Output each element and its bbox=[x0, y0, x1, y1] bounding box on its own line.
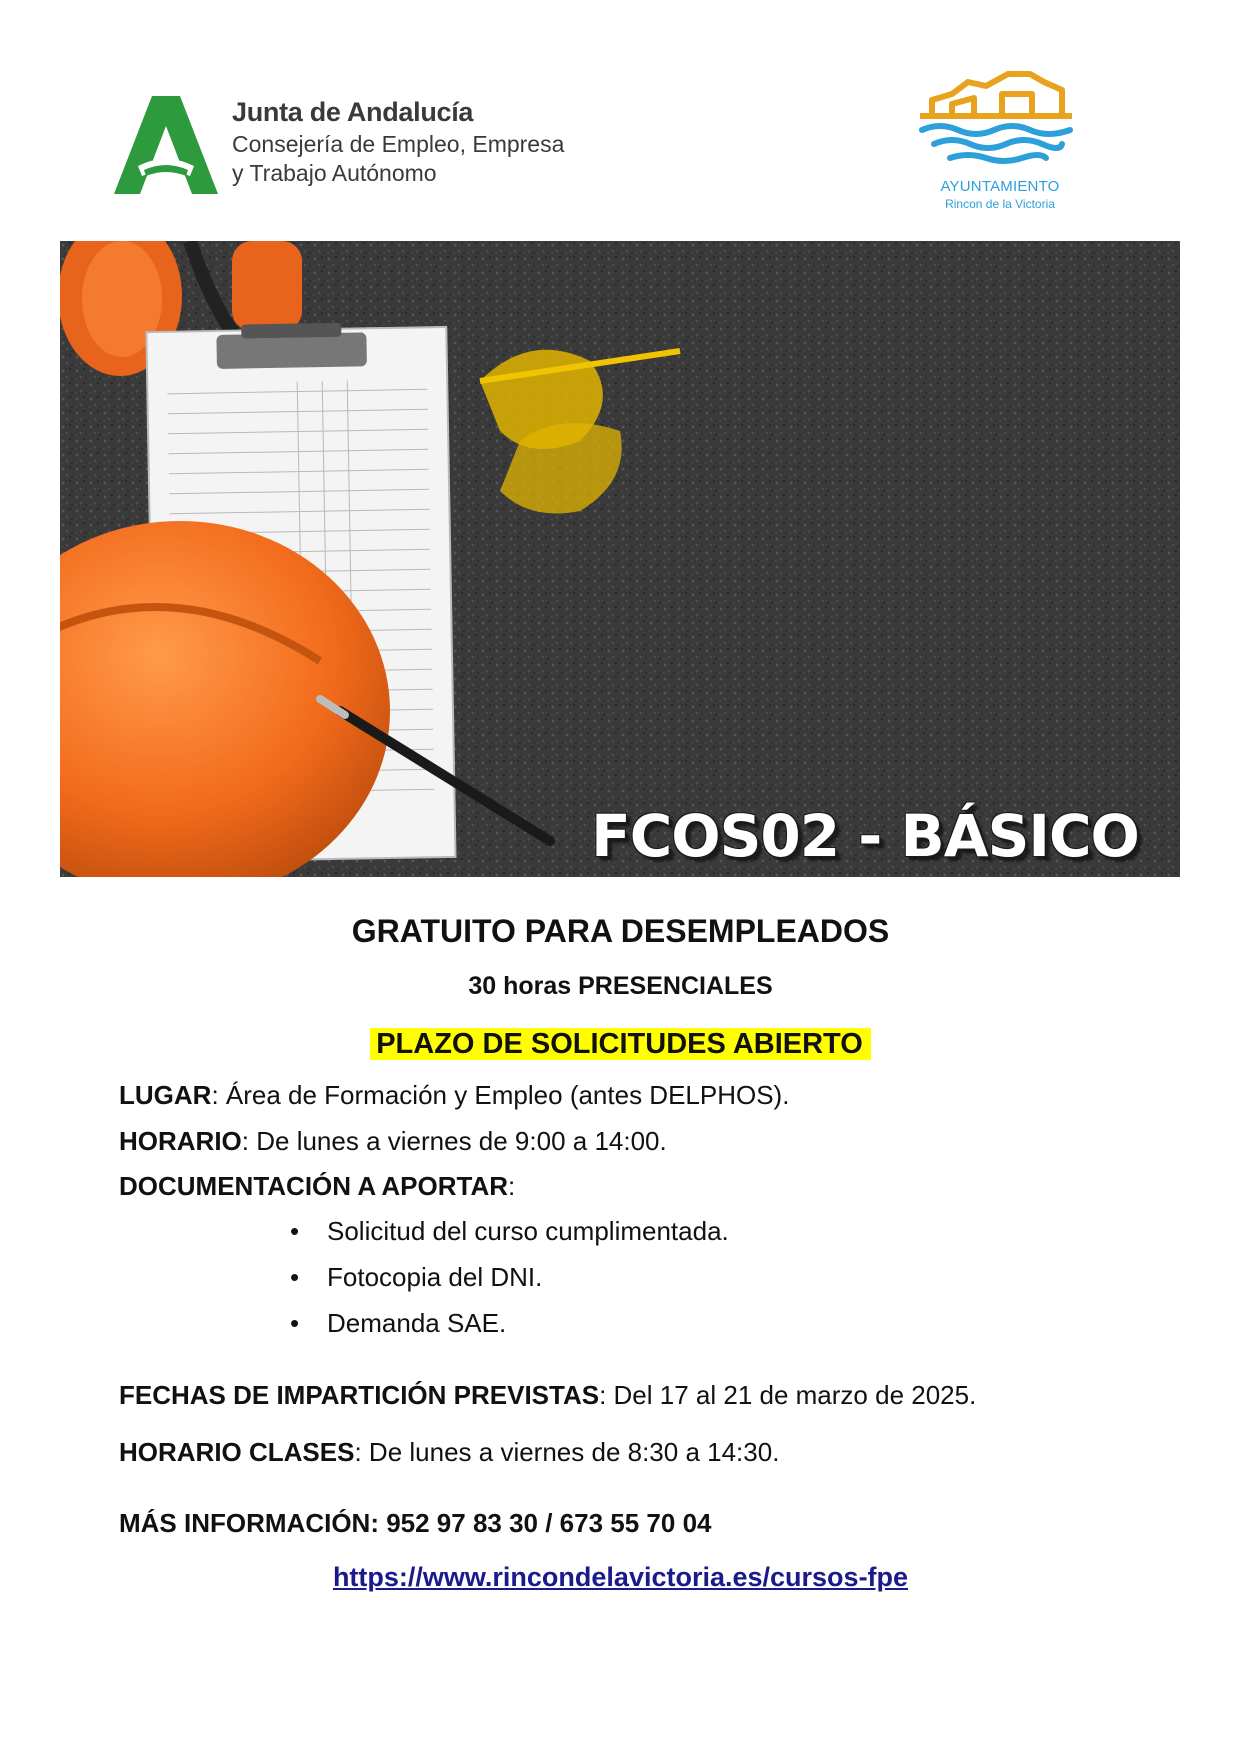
course-info-link[interactable]: https://www.rincondelavictoria.es/cursos-fpe bbox=[332, 1562, 909, 1592]
office-hours-label: HORARIO bbox=[119, 1126, 242, 1156]
course-title bbox=[550, 793, 1180, 877]
documentation-list bbox=[290, 1214, 729, 1352]
list-item: • Solicitud del curso cumplimentada. bbox=[290, 1214, 729, 1260]
applications-open-text: PLAZO DE SOLICITUDES ABIERTO bbox=[370, 1028, 871, 1060]
junta-andalucia-logo-icon bbox=[114, 96, 218, 194]
free-for-unemployed-heading: GRATUITO PARA DESEMPLEADOS bbox=[351, 913, 890, 949]
course-banner-image bbox=[60, 241, 1180, 877]
course-dates-value: : Del 17 al 21 de marzo de 2025. bbox=[599, 1380, 977, 1410]
office-hours-line bbox=[119, 1126, 667, 1157]
consejeria-line-1: Consejería de Empleo, Empresa bbox=[232, 130, 565, 157]
location-value: : Área de Formación y Empleo (antes DELPHOS). bbox=[211, 1080, 790, 1110]
location-label: LUGAR bbox=[119, 1080, 212, 1110]
course-dates-line bbox=[119, 1380, 976, 1411]
location-line bbox=[119, 1080, 789, 1111]
ayuntamiento-label: AYUNTAMIENTO bbox=[940, 178, 1060, 195]
junta-name: Junta de Andalucía bbox=[232, 97, 474, 127]
office-hours-value: : De lunes a viernes de 9:00 a 14:00. bbox=[241, 1126, 667, 1156]
safety-equipment-illustration-icon bbox=[60, 241, 1180, 877]
applications-open-banner bbox=[0, 1028, 1241, 1061]
ayuntamiento-logo-icon bbox=[912, 68, 1080, 178]
hours-subheading: 30 horas PRESENCIALES bbox=[468, 972, 773, 1000]
course-dates-label: FECHAS DE IMPARTICIÓN PREVISTAS bbox=[119, 1380, 600, 1410]
class-schedule-line bbox=[119, 1437, 779, 1468]
ayuntamiento-place: Rincon de la Victoria bbox=[945, 197, 1055, 211]
class-schedule-value: : De lunes a viernes de 8:30 a 14:30. bbox=[354, 1437, 780, 1467]
course-title-line-1: FCOS02 - BÁSICO bbox=[591, 802, 1139, 870]
documentation-label: DOCUMENTACIÓN A APORTAR bbox=[119, 1171, 509, 1201]
info-link-container bbox=[0, 1562, 1241, 1593]
documentation-suffix: : bbox=[508, 1171, 516, 1201]
contact-phones: MÁS INFORMACIÓN: 952 97 83 30 / 673 55 70 04 bbox=[119, 1508, 712, 1538]
list-item: • Fotocopia del DNI. bbox=[290, 1260, 729, 1306]
class-schedule-label: HORARIO CLASES bbox=[119, 1437, 355, 1467]
ayuntamiento-text bbox=[900, 178, 1100, 211]
junta-andalucia-text bbox=[232, 96, 564, 187]
list-item: • Demanda SAE. bbox=[290, 1306, 729, 1352]
consejeria-line-2: y Trabajo Autónomo bbox=[232, 159, 437, 186]
documentation-line bbox=[119, 1171, 515, 1202]
